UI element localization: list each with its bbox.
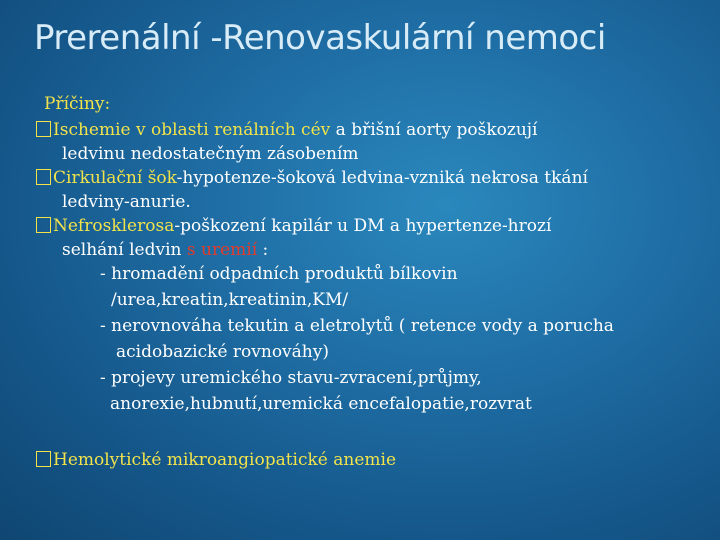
bullet-icon xyxy=(36,121,51,137)
subpoint-continued: /urea,kreatin,kreatinin,KM/ xyxy=(111,290,349,310)
item-text-continued: ledviny-anurie. xyxy=(62,192,191,212)
item-text: -hypotenze-šoková ledvina-vzniká nekrosa tkání xyxy=(176,168,588,188)
item-term: Cirkulační šok xyxy=(53,168,177,188)
list-item xyxy=(36,450,396,470)
list-item xyxy=(36,168,588,188)
slide-title: Prerenální -Renovaskulární nemoci xyxy=(34,18,606,58)
subpoint: - nerovnováha tekutin a eletrolytů ( retence vody a porucha xyxy=(100,316,614,336)
uremia-highlight: s uremií xyxy=(186,240,258,260)
subpoint: - hromadění odpadních produktů bílkovin xyxy=(100,264,458,284)
item-text-part: : xyxy=(257,240,269,260)
item-text: -poškození kapilár u DM a hypertenze-hrozí xyxy=(174,216,552,236)
item-text-continued xyxy=(62,240,268,260)
bullet-icon xyxy=(36,169,51,185)
list-item xyxy=(36,120,537,140)
item-text: a břišní aorty poškozují xyxy=(330,120,538,140)
item-text-continued: ledvinu nedostatečným zásobením xyxy=(62,144,359,164)
subpoint-continued: anorexie,hubnutí,uremická encefalopatie,rozvrat xyxy=(110,394,532,414)
causes-heading: Příčiny: xyxy=(44,94,111,114)
subpoint-continued: acidobazické rovnováhy) xyxy=(116,342,329,362)
subpoint: - projevy uremického stavu-zvracení,průjmy, xyxy=(100,368,482,388)
item-text-part: selhání ledvin xyxy=(62,240,187,260)
list-item xyxy=(36,216,551,236)
item-term: Nefrosklerosa xyxy=(53,216,175,236)
bullet-icon xyxy=(36,217,51,233)
item-term: Ischemie v oblasti renálních cév xyxy=(53,120,331,140)
bullet-icon xyxy=(36,451,51,467)
item-term: Hemolytické mikroangiopatické anemie xyxy=(53,450,397,470)
